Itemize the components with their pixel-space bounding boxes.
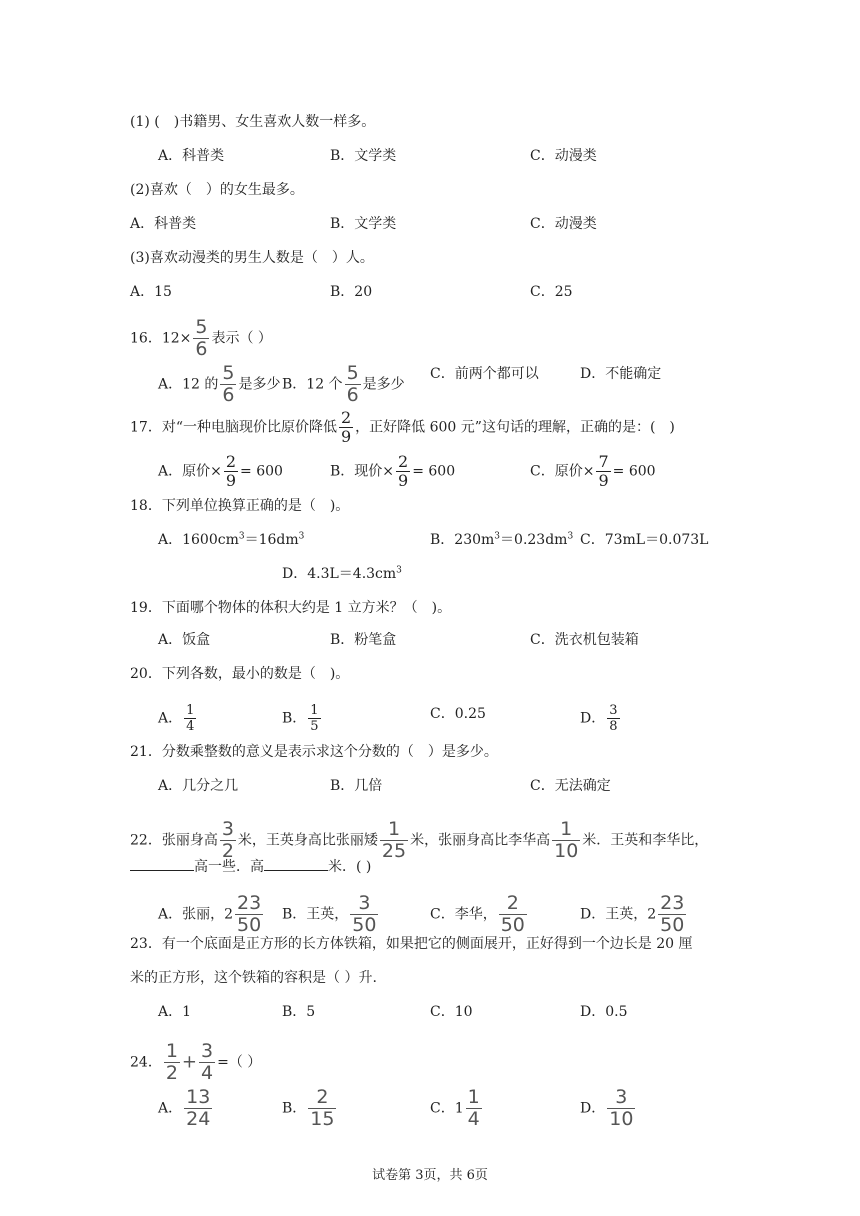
- q23-option-b[interactable]: B．5: [282, 1004, 316, 1020]
- q24-option-d[interactable]: D． $\frac{3}{10}$: [580, 1086, 634, 1130]
- q16-option-a[interactable]: A．12 的 $\frac{5}{6}$ 是多少: [158, 362, 281, 406]
- q22-stem-line2: 高一些．高 米．( ): [130, 856, 371, 877]
- q24-option-b[interactable]: B． $\frac{2}{15}$: [282, 1086, 335, 1130]
- q15-sub2-option-c[interactable]: C．动漫类: [530, 216, 597, 232]
- page-footer: 试卷第 3页，共 6页: [372, 1168, 488, 1183]
- q16-option-b[interactable]: B．12 个 $\frac{5}{6}$ 是多少: [282, 362, 405, 406]
- q23-stem-line2: 米的正方形，这个铁箱的容积是（ ）升.: [130, 970, 377, 986]
- q21-stem: 21．分数乘整数的意义是表示求这个分数的（ ）是多少。: [130, 744, 498, 760]
- q24-option-c[interactable]: C．1 $\frac{1}{4}$: [430, 1086, 480, 1130]
- q18-option-b[interactable]: B．$230m^3=0.23dm^3$: [430, 531, 574, 548]
- q20-option-b[interactable]: B． $\frac{1}{5}$: [282, 703, 319, 734]
- q23-option-c[interactable]: C．10: [430, 1004, 473, 1020]
- q22-option-d[interactable]: D．王英，2 $\frac{23}{50}$: [580, 892, 685, 936]
- q15-sub3-option-c[interactable]: C．25: [530, 284, 573, 300]
- q15-sub3-stem: (3)喜欢动漫类的男生人数是（ ）人。: [130, 250, 374, 266]
- q15-sub2-option-a[interactable]: A．科普类: [130, 216, 197, 232]
- q16-option-c[interactable]: C．前两个都可以: [430, 366, 539, 382]
- q17-stem: 17．对“一种电脑现价比原价降低 $\frac{2}{9}$ ，正好降低 600 元”这句话的理解，正确的是：( ): [130, 408, 675, 446]
- q19-stem: 19．下面哪个物体的体积大约是 1 立方米？（ )。: [130, 600, 452, 616]
- q24-stem: 24． $\frac{1}{2}$ + $\frac{3}{4}$ =（ ）: [130, 1040, 262, 1084]
- q15-sub2-stem: (2)喜欢（ ）的女生最多。: [130, 182, 304, 198]
- q20-stem: 20．下列各数，最小的数是（ )。: [130, 666, 350, 682]
- q19-option-c[interactable]: C．洗衣机包装箱: [530, 632, 639, 648]
- q23-option-a[interactable]: A．1: [158, 1004, 192, 1020]
- q20-option-c[interactable]: C．0.25: [430, 706, 486, 722]
- q19-option-a[interactable]: A．饭盒: [158, 632, 211, 648]
- q24-option-a[interactable]: A． $\frac{13}{24}$: [158, 1086, 211, 1130]
- q16-stem: 16．12× $\frac{5}{6}$ 表示（ ）: [130, 316, 272, 360]
- q23-option-d[interactable]: D．0.5: [580, 1004, 628, 1020]
- q22-blank-1[interactable]: [130, 856, 194, 871]
- q21-option-b[interactable]: B．几倍: [330, 778, 383, 794]
- q22-option-b[interactable]: B．王英， $\frac{3}{50}$: [282, 892, 377, 936]
- q23-stem: 23．有一个底面是正方形的长方体铁箱，如果把它的侧面展开，正好得到一个边长是 20 厘: [130, 936, 693, 952]
- q20-option-d[interactable]: D． $\frac{3}{8}$: [580, 703, 618, 734]
- q15-sub3-option-a[interactable]: A．15: [130, 284, 172, 300]
- q20-option-a[interactable]: A． $\frac{1}{4}$: [158, 703, 195, 734]
- q18-option-c[interactable]: C．73mL＝0.073L: [580, 532, 709, 548]
- q22-blank-2[interactable]: [264, 856, 328, 871]
- q15-sub3-option-b[interactable]: B．20: [330, 284, 373, 300]
- q15-sub1-stem: (1) ( )书籍男、女生喜欢人数一样多。: [130, 114, 376, 130]
- q18-option-a[interactable]: A．$1600cm^3=16dm^3$: [158, 531, 305, 548]
- q16-option-d[interactable]: D．不能确定: [580, 366, 662, 382]
- q18-stem: 18．下列单位换算正确的是（ )。: [130, 498, 350, 514]
- q22-stem: 22．张丽身高 $\frac{3}{2}$ 米，王英身高比张丽矮 $\frac{1}{25}$ 米，张丽身高比李华高 $\frac{1}{10}$ 米．王英和李华比，: [130, 818, 709, 862]
- q22-option-a[interactable]: A．张丽，2 $\frac{23}{50}$: [158, 892, 262, 936]
- q15-sub1-option-c[interactable]: C．动漫类: [530, 148, 597, 164]
- q15-sub1-option-a[interactable]: A．科普类: [158, 148, 225, 164]
- q21-option-c[interactable]: C．无法确定: [530, 778, 611, 794]
- q21-option-a[interactable]: A．几分之几: [158, 778, 239, 794]
- q16-fraction: $\frac{5}{6}$: [195, 316, 208, 360]
- q15-sub2-option-b[interactable]: B．文学类: [330, 216, 397, 232]
- q18-option-d[interactable]: D．$4.3L=4.3cm^3$: [282, 565, 402, 582]
- q19-option-b[interactable]: B．粉笔盒: [330, 632, 397, 648]
- q15-sub1-option-b[interactable]: B．文学类: [330, 148, 397, 164]
- q22-option-c[interactable]: C．李华， $\frac{2}{50}$: [430, 892, 525, 936]
- q17-option-a[interactable]: A．原价× $\frac{2}{9}$ = 600: [158, 452, 283, 490]
- q17-option-c[interactable]: C．原价× $\frac{7}{9}$ = 600: [530, 452, 656, 490]
- q17-option-b[interactable]: B．现价× $\frac{2}{9}$ = 600: [330, 452, 456, 490]
